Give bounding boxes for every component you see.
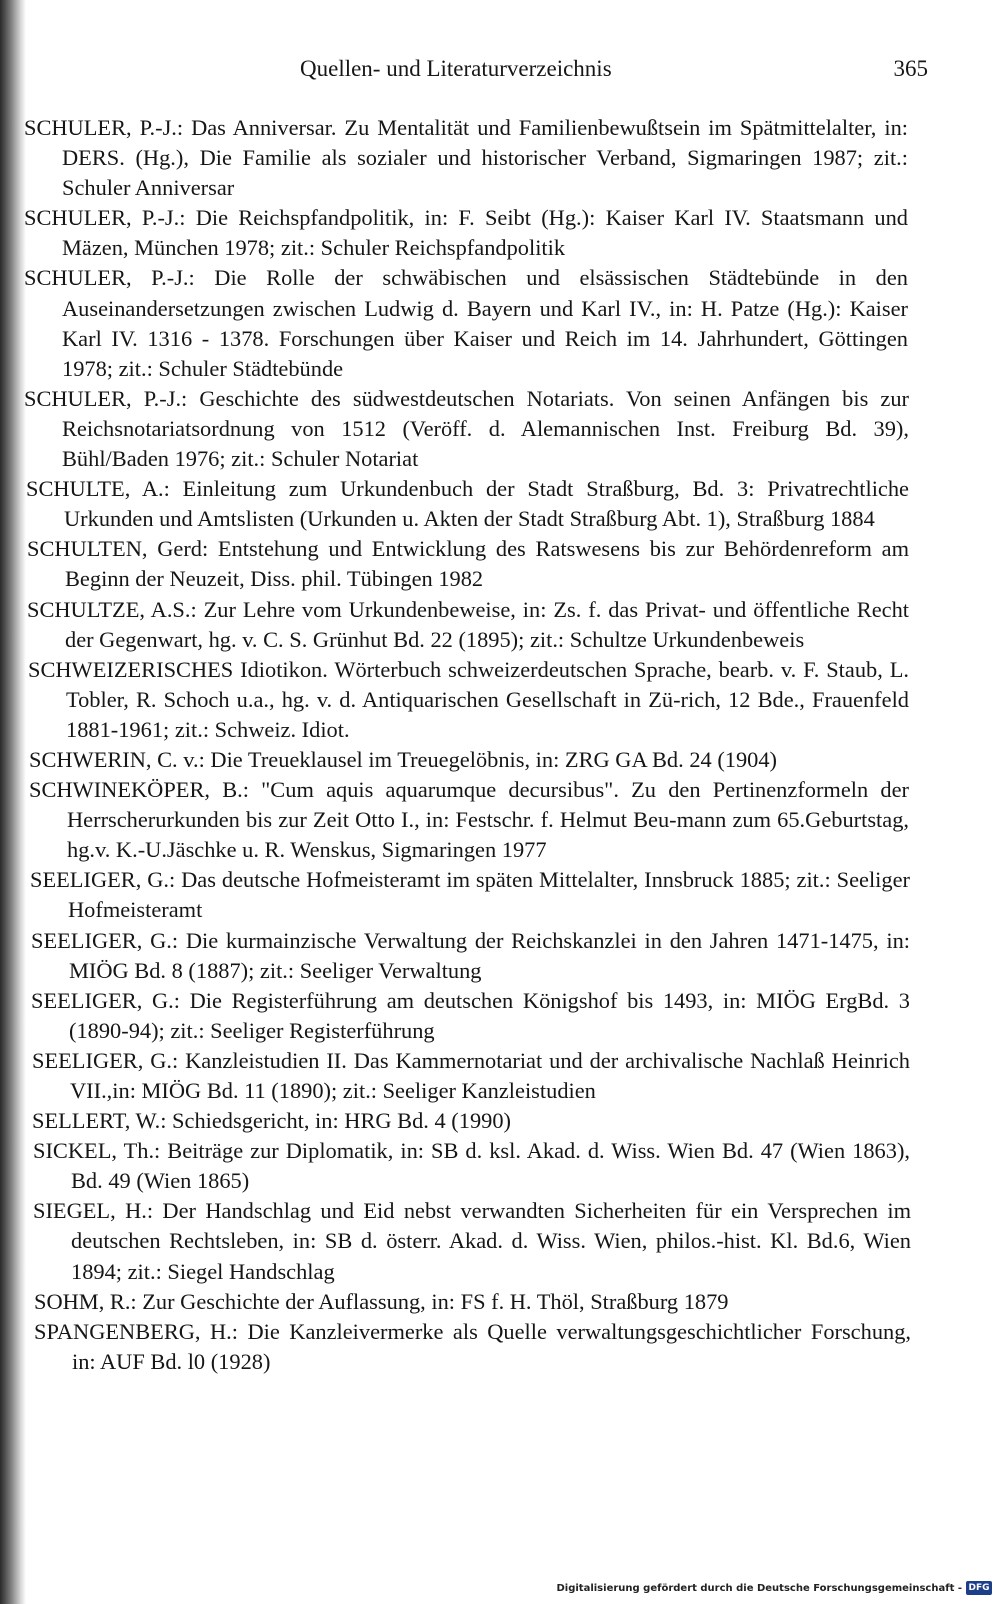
bibliography-list: [0, 113, 1000, 1377]
bibliography-entry: SELLERT, W.: Schiedsgericht, in: HRG Bd. 4 (1990): [32, 1108, 511, 1134]
running-title: Quellen- und Literaturverzeichnis: [300, 56, 612, 81]
bibliography-entry: SCHWERIN, C. v.: Die Treueklausel im Treuegelöbnis, in: ZRG GA Bd. 24 (1904): [29, 746, 778, 772]
bibliography-entry: SEELIGER, G.: Das deutsche Hofmeisteramt im späten Mittelalter, Innsbruck 1885; zit.: Seeliger Hofmeisteramt: [30, 867, 910, 923]
bibliography-entry: SCHULER, P.-J.: Die Reichspfandpolitik, in: F. Seibt (Hg.): Kaiser Karl IV. Staatsmann und Mäzen, München 1978; zit.: Schuler Reichspfandpolitik: [24, 205, 908, 261]
page-header: [0, 52, 1000, 86]
bibliography-entry: SCHULTE, A.: Einleitung zum Urkundenbuch der Stadt Straßburg, Bd. 3: Privatrechtliche Urkunden und Amtslisten (Urkunden u. Akten der Stadt Straßburg Abt. 1), Straßburg 1884: [26, 476, 909, 532]
bibliography-entry: SICKEL, Th.: Beiträge zur Diplomatik, in: SB d. ksl. Akad. d. Wiss. Wien Bd. 47 (Wien 1863), Bd. 49 (Wien 1865): [33, 1138, 910, 1194]
bibliography-entry: SPANGENBERG, H.: Die Kanzleivermerke als Quelle verwaltungsgeschichtlicher Forschung, in: AUF Bd. l0 (1928): [34, 1318, 911, 1374]
funding-notice: Digitalisierung gefördert durch die Deutsche Forschungsgemeinschaft -: [556, 1582, 962, 1594]
bibliography-entry: SIEGEL, H.: Der Handschlag und Eid nebst verwandten Sicherheiten für ein Versprechen im deutschen Rechtsleben, in: SB d. österr. Akad. d. Wiss. Wien, philos.-hist. Kl. Bd.6, Wien 1894; zit.: Siegel Handschlag: [33, 1198, 911, 1284]
dfg-logo-icon: DFG: [966, 1581, 992, 1595]
bibliography-entry: SCHULTEN, Gerd: Entstehung und Entwicklung des Ratswesens bis zur Behördenreform am Beginn der Neuzeit, Diss. phil. Tübingen 1982: [27, 536, 909, 592]
page-number: 365: [893, 56, 928, 81]
bibliography-entry: SEELIGER, G.: Kanzleistudien II. Das Kammernotariat und der archivalische Nachlaß Heinrich VII.,in: MIÖG Bd. 11 (1890); zit.: Seeliger Kanzleistudien: [32, 1047, 910, 1103]
bibliography-entry: SEELIGER, G.: Die kurmainzische Verwaltung der Reichskanzlei in den Jahren 1471-1475, in: MIÖG Bd. 8 (1887); zit.: Seeliger Verwaltung: [31, 927, 910, 983]
bibliography-entry: SCHULTZE, A.S.: Zur Lehre vom Urkundenbeweise, in: Zs. f. das Privat- und öffentliche Recht der Gegenwart, hg. v. C. S. Grünhut Bd. 22 (1895); zit.: Schultze Urkundenbeweis: [27, 596, 909, 652]
bibliography-entry: SCHULER, P.-J.: Die Rolle der schwäbischen und elsässischen Städtebünde in den Auseinandersetzungen zwischen Ludwig d. Bayern und Karl IV., in: H. Patze (Hg.): Kaiser Karl IV. 1316 - 1378. Forschungen über Kaiser und Reich im 14. Jahrhundert, Göttingen 1978; zit.: Schuler Städtebünde: [24, 265, 908, 381]
bibliography-entry: SCHWEIZERISCHES Idiotikon. Wörterbuch schweizerdeutschen Sprache, bearb. v. F. Staub, L. Tobler, R. Schoch u.a., hg. v. d. Antiquarischen Gesellschaft in Zü-rich, 12 Bde., Frauenfeld 1881-1961; zit.: Schweiz. Idiot.: [28, 656, 909, 742]
bibliography-entry: SCHWINEKÖPER, B.: "Cum aquis aquarumque decursibus". Zu den Pertinenzformeln der Herrscherurkunden bis zur Zeit Otto I., in: Festschr. f. Helmut Beu-mann zum 65.Geburtstag, hg.v. K.-U.Jäschke u. R. Wenskus, Sigmaringen 1977: [29, 777, 909, 863]
bibliography-entry: SEELIGER, G.: Die Registerführung am deutschen Königshof bis 1493, in: MIÖG ErgBd. 3 (1890-94); zit.: Seeliger Registerführung: [31, 987, 910, 1043]
bibliography-entry: SCHULER, P.-J.: Geschichte des südwestdeutschen Notariats. Von seinen Anfängen bis zur Reichsnotariatsordnung von 1512 (Veröff. d. Alemannischen Inst. Freiburg Bd. 39), Bühl/Baden 1976; zit.: Schuler Notariat: [24, 385, 909, 472]
bibliography-entry: SCHULER, P.-J.: Das Anniversar. Zu Mentalität und Familienbewußtsein im Spätmittelalter, in: DERS. (Hg.), Die Familie als sozialer und historischer Verband, Sigmaringen 1987; zit.: Schuler Anniversar: [24, 115, 908, 201]
bibliography-entry: SOHM, R.: Zur Geschichte der Auflassung, in: FS f. H. Thöl, Straßburg 1879: [34, 1288, 729, 1314]
digitization-footer: [556, 1578, 992, 1598]
